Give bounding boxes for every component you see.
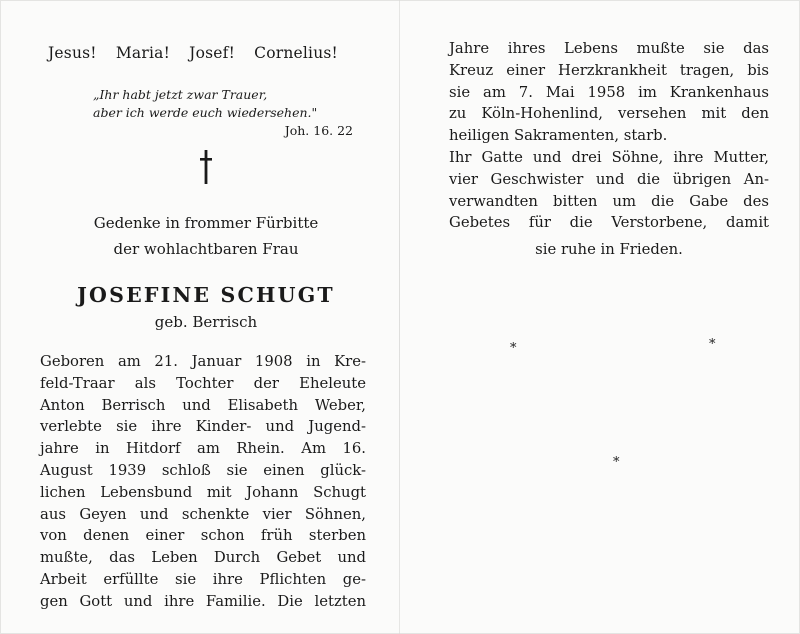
body-line: Jahre ihres Lebens mußte sie das (449, 40, 769, 57)
body-line: vier Geschwister und die übrigen An- (449, 170, 769, 188)
invocation-maria: Maria! (115, 44, 171, 62)
body-line: jahre in Hitdorf am Rhein. Am 16. (40, 440, 366, 458)
invocation-josef: Josef! (189, 44, 235, 62)
maiden-name: geb. Berrisch (154, 313, 258, 331)
body-line: verwandten bitten um die Gabe des (449, 192, 769, 210)
body-line: verlebte sie ihre Kinder- und Jugend- (40, 418, 366, 436)
invocation-jesus: Jesus! (48, 44, 97, 62)
body-line: Ihr Gatte und drei Söhne, ihre Mutter, (449, 148, 769, 166)
body-line: Gebetes für die Verstorbene, damit (449, 214, 769, 232)
asterisk-ornament: * (510, 341, 517, 356)
body-line: Geboren am 21. Januar 1908 in Kre- (40, 353, 366, 370)
body-line: Arbeit erfüllte sie ihre Pflichten ge- (40, 570, 366, 588)
asterisk-ornament: * (613, 455, 620, 470)
invocation-line (48, 44, 378, 62)
body-line: Anton Berrisch und Elisabeth Weber, (40, 396, 366, 414)
body-line: von denen einer schon früh sterben (40, 527, 366, 545)
biography-text (40, 351, 366, 613)
quote-line: aber ich werde euch wiedersehen." (93, 105, 318, 120)
bible-quote (93, 86, 383, 140)
body-line: August 1939 schloß sie einen glück- (40, 461, 366, 479)
invocation-cornelius: Cornelius! (254, 44, 338, 62)
remember-line: der wohlachtbaren Frau (113, 240, 299, 258)
body-line: feld-Traar als Tochter der Eheleute (40, 374, 366, 392)
closing-line: sie ruhe in Frieden. (535, 241, 683, 259)
body-line: gen Gott und ihre Familie. Die letzten (40, 592, 366, 610)
continuation-text (449, 38, 769, 261)
body-line: zu Köln-Hohenlind, versehen mit den (449, 105, 769, 123)
fold-line (399, 0, 400, 634)
body-line: mußte, das Leben Durch Gebet und (40, 549, 366, 567)
latin-cross-icon (200, 150, 212, 184)
quote-line: „Ihr habt jetzt zwar Trauer, (93, 87, 268, 102)
body-line: sie am 7. Mai 1958 im Krankenhaus (449, 83, 769, 101)
body-line: Kreuz einer Herzkrankheit tragen, bis (449, 61, 769, 79)
body-line: aus Geyen und schenkte vier Söhnen, (40, 505, 366, 523)
asterisk-ornament: * (709, 337, 716, 352)
quote-reference: Joh. 16. 22 (284, 123, 353, 138)
body-line: lichen Lebensbund mit Johann Schugt (40, 483, 366, 501)
remember-line: Gedenke in frommer Fürbitte (93, 214, 319, 232)
deceased-name: JOSEFINE SCHUGT (77, 283, 335, 307)
body-line: heiligen Sakramenten, starb. (449, 127, 668, 145)
